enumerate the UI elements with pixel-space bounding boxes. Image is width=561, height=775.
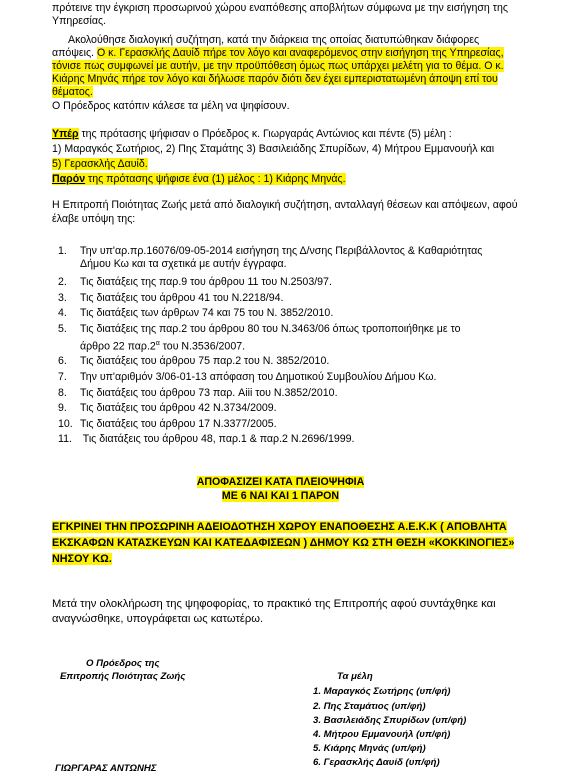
text-line [52, 73, 543, 86]
highlighted-text: ΕΚΣΚΑΦΩΝ ΚΑΤΑΣΚΕΥΩΝ ΚΑΙ ΚΑΤΕΔΑΦΙΣΕΩΝ ) ΔΗΜΟΥ ΚΩ ΣΤΗ ΘΕΣΗ «ΚΟΚΚΙΝΟΓΙΕΣ» [52, 537, 515, 549]
highlighted-text: θέματος. [52, 86, 93, 98]
president-title: Επιτροπής Ποιότητας Ζωής [60, 671, 186, 682]
highlighted-text: Ο κ. Γερασκλής Δαυίδ πήρε τον λόγο και αναφερόμενος στην εισήγηση της Υπηρεσίας, [96, 47, 504, 59]
text-span: άρθρο 22 παρ.2 [80, 340, 156, 353]
vote-yes-line [52, 128, 543, 141]
list-item [58, 402, 543, 415]
list-item-continued [80, 337, 543, 354]
vote-present-line [52, 173, 543, 186]
list-number: 6. [58, 355, 67, 367]
list-item [58, 433, 543, 446]
member-signature: 3. Βασιλειάδης Σπυρίδων (υπ/φή) [313, 715, 467, 726]
member-signature: 1. Μαραγκός Σωτήρης (υπ/φή) [313, 686, 451, 697]
list-text: Τις διατάξεις του άρθρου 17 Ν.3377/2005. [80, 418, 277, 430]
list-text: Τις διατάξεις του άρθρου 73 παρ. Aiii του Ν.3852/2010. [80, 387, 338, 399]
text-line [52, 47, 543, 60]
list-number: 11. [58, 433, 72, 445]
member-signature: 2. Πης Σταμάτιος (υπ/φή) [313, 701, 426, 712]
list-text: Τις διατάξεις της παρ.2 του άρθρου 80 του Ν.3463/06 όπως τροποποιήθηκε με το [80, 323, 461, 335]
highlighted-text: Κιάρης Μηνάς πήρε τον λόγο και δήλωσε παρόν διότι δεν έχει εμπεριστατωμένη άποψη επί του [52, 73, 498, 85]
list-text: Τις διατάξεις του άρθρου 41 του Ν.2218/94. [80, 292, 284, 304]
list-item-continued: Δήμου Κω και τα σχετικά με αυτήν έγγραφα. [80, 258, 287, 270]
text-span: της πρότασης ψήφισαν ο Πρόεδρος κ. Γιωργαράς Αντώνιος και πέντε (5) μέλη : [78, 128, 452, 140]
text-line [52, 60, 543, 73]
members-title: Τα μέλη [337, 671, 373, 682]
closing-text: Μετά την ολοκλήρωση της ψηφοφορίας, το πρακτικό της Επιτροπής αφού συντάχθηκε και [52, 598, 496, 610]
decision-heading [0, 475, 561, 489]
list-item [58, 371, 543, 384]
text-line: Ακολούθησε διαλογική συζήτηση, κατά την διάρκεια της οποίας διατυπώθηκαν διάφορες [68, 34, 480, 46]
highlighted-text [52, 173, 346, 185]
list-number: 5. [58, 323, 67, 335]
vote-present-label: Παρόν [52, 173, 86, 185]
list-item [58, 355, 543, 368]
list-text: Τις διατάξεις της παρ.9 του άρθρου 11 του Ν.2503/97. [80, 276, 332, 288]
list-number: 1. [58, 245, 67, 257]
president-name: ΓΙΩΡΓΑΡΑΣ ΑΝΤΩΝΗΣ [55, 763, 157, 774]
vote-yes-label: Υπέρ [52, 128, 79, 140]
decision-text [52, 552, 543, 566]
text-line: Η Επιτροπή Ποιότητας Ζωής μετά από διαλογική συζήτηση, ανταλλαγή θέσεων και απόψεων, αφού [52, 199, 518, 211]
list-item [58, 245, 543, 258]
president-title: Ο Πρόεδρος της [86, 658, 160, 669]
text-line [52, 86, 543, 99]
list-number: 9. [58, 402, 67, 414]
text-span: της πρότασης ψήφισε ένα (1) μέλος : 1) Κιάρης Μηνάς. [85, 173, 346, 185]
list-number: 2. [58, 276, 67, 288]
highlighted-text: 5) Γερασκλής Δαυίδ. [52, 158, 148, 170]
list-number: 10. [58, 418, 73, 430]
highlighted-text: τόνισε πως συμφωνεί με αυτήν, με την προϋπόθεση όμως πως υπάρχει μελέτη για το θέμα. Ο κ. [52, 60, 504, 72]
decision-heading [0, 489, 561, 503]
text-line: Υπηρεσίας. [52, 15, 107, 27]
text-line [52, 158, 543, 171]
highlighted-text [52, 128, 79, 140]
list-number: 3. [58, 292, 67, 304]
list-text: Τις διατάξεις του άρθρου 75 παρ.2 του Ν. 3852/2010. [80, 355, 330, 367]
list-item [58, 307, 543, 320]
member-signature: 4. Μήτρου Εμμανουήλ (υπ/φή) [313, 729, 451, 740]
list-text: Την υπ'αριθμόν 3/06-01-13 απόφαση του Δημοτικού Συμβουλίου Δήμου Κω. [80, 371, 437, 383]
member-signature: 6. Γερασκλής Δαυίδ (υπ/φή) [313, 757, 440, 768]
highlighted-text: ΑΠΟΦΑΣΙΖΕΙ ΚΑΤΑ ΠΛΕΙΟΨΗΦΙΑ [196, 476, 365, 488]
member-signature: 5. Κιάρης Μηνάς (υπ/φή) [313, 743, 426, 754]
list-text: Τις διατάξεις του άρθρου 42 Ν.3734/2009. [80, 402, 277, 414]
list-text: Την υπ'αρ.πρ.16076/09-05-2014 εισήγηση της Δ/νσης Περιβάλλοντος & Καθαριότητας [80, 245, 483, 257]
highlighted-text: ΜΕ 6 ΝΑΙ ΚΑΙ 1 ΠΑΡΟΝ [221, 490, 340, 502]
list-item [58, 276, 543, 289]
text-span: απόψεις. [52, 47, 97, 59]
superscript: α [155, 340, 160, 347]
list-item [58, 387, 543, 400]
text-line: 1) Μαραγκός Σωτήριος, 2) Πης Σταμάτης 3) Βασιλειάδης Σπυρίδων, 4) Μήτρου Εμμανουήλ και [52, 143, 495, 155]
list-number: 4. [58, 307, 67, 319]
text-span: του Ν.3536/2007. [159, 340, 246, 353]
closing-text: αναγνώσθηκε, υπογράφεται ως κατωτέρω. [52, 613, 264, 625]
highlighted-text: ΕΓΚΡΙΝΕΙ ΤΗΝ ΠΡΟΣΩΡΙΝΗ ΑΔΕΙΟΔΟΤΗΣΗ ΧΩΡΟΥ ΕΝΑΠΟΘΕΣΗΣ Α.Ε.Κ.Κ ( ΑΠΟΒΛΗΤΑ [52, 521, 507, 533]
text-line: Ο Πρόεδρος κατόπιν κάλεσε τα μέλη να ψηφίσουν. [52, 100, 290, 112]
decision-text [52, 536, 543, 550]
text-line: έλαβε υπόψη της: [52, 213, 136, 225]
list-item [58, 418, 543, 431]
list-number: 8. [58, 387, 67, 399]
list-item [58, 323, 543, 336]
list-text: Τις διατάξεις του άρθρου 48, παρ.1 & παρ.2 Ν.2696/1999. [80, 433, 355, 445]
list-text: Τις διατάξεις των άρθρων 74 και 75 του Ν. 3852/2010. [80, 307, 334, 319]
list-number: 7. [58, 371, 67, 383]
highlighted-text: ΝΗΣΟΥ ΚΩ. [52, 553, 112, 565]
list-item [58, 292, 543, 305]
text-line: πρότεινε την έγκριση προσωρινού χώρου εναπόθεσης αποβλήτων σύμφωνα με την εισήγηση της [52, 2, 508, 14]
decision-text [52, 520, 543, 534]
